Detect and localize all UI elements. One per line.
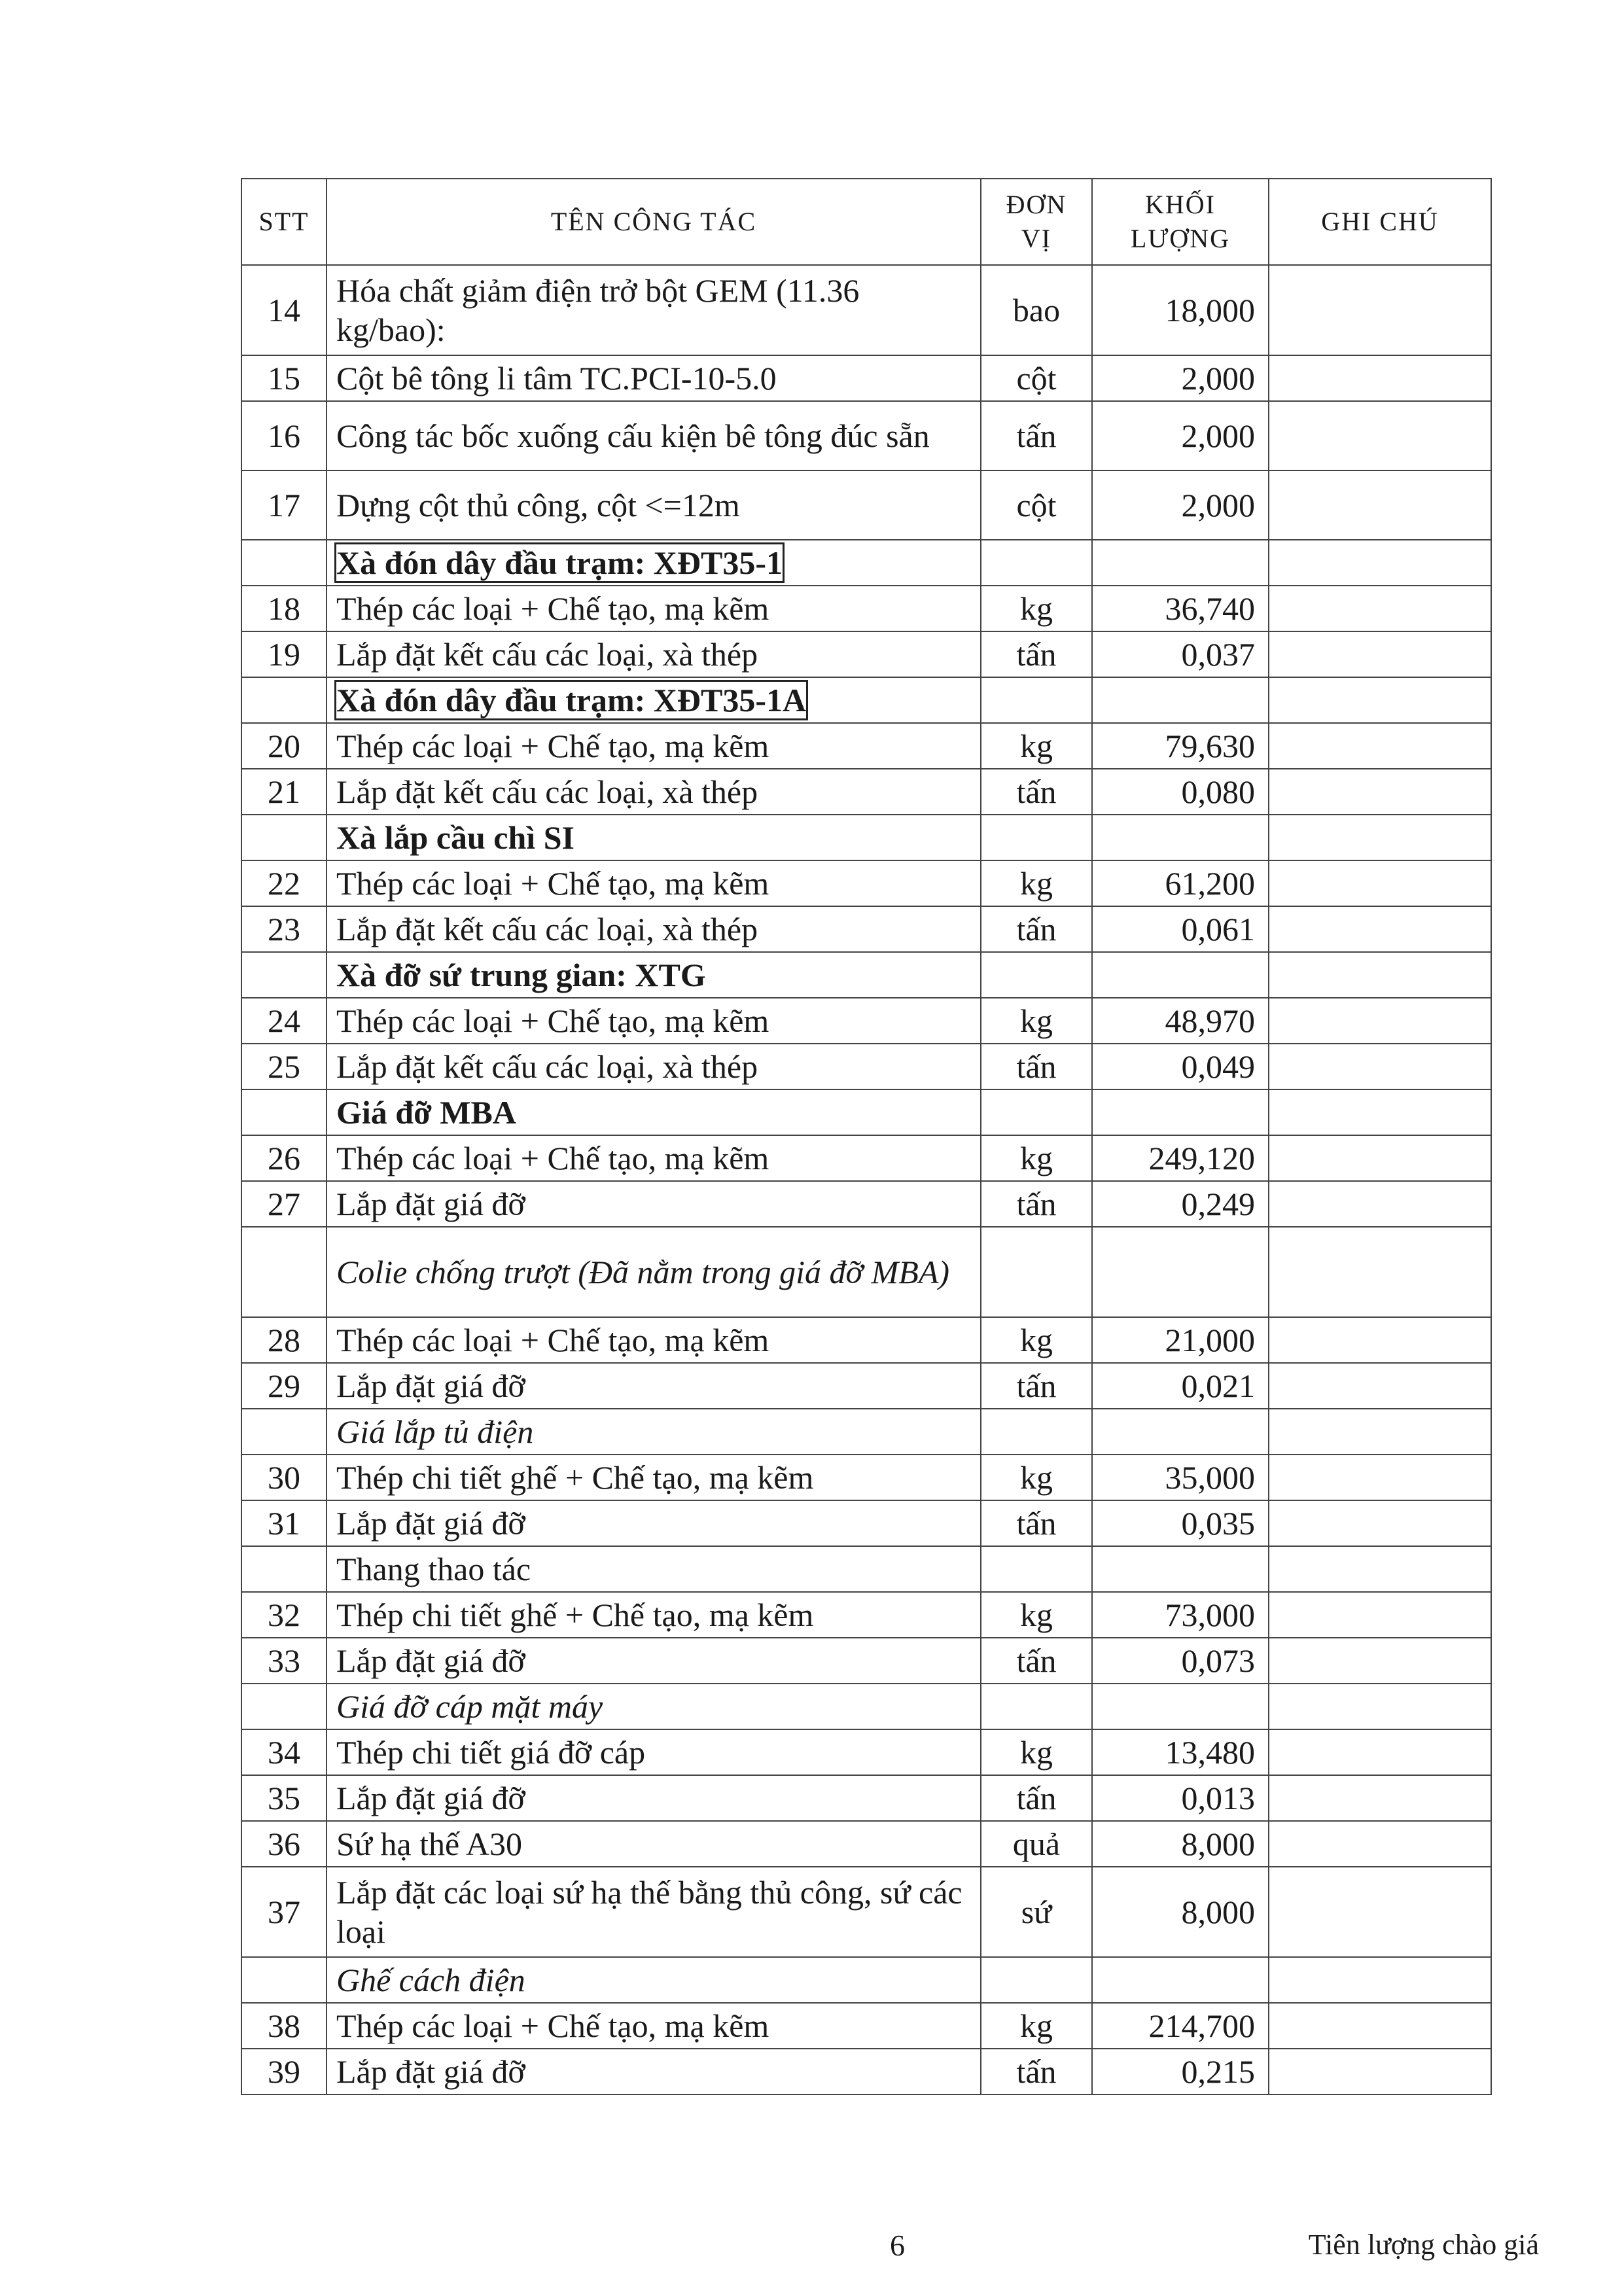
table-row <box>241 906 1491 952</box>
cell-note <box>1269 815 1491 860</box>
cell-unit: bao <box>981 265 1092 355</box>
table-row <box>241 952 1491 998</box>
table-row <box>241 1227 1491 1317</box>
footer-text: Tiên lượng chào giá <box>1308 2229 1539 2261</box>
cell-note <box>1269 677 1491 723</box>
cell-qty <box>1092 1089 1269 1135</box>
group-title: Xà đón dây đầu trạm: XĐT35-1 <box>336 544 783 581</box>
cell-name <box>327 677 981 723</box>
cell-name: Lắp đặt giá đỡ <box>327 1775 981 1821</box>
cell-qty: 0,215 <box>1092 2049 1269 2094</box>
cell-unit: tấn <box>981 631 1092 677</box>
cell-unit: tấn <box>981 401 1092 470</box>
cell-unit <box>981 1089 1092 1135</box>
cell-unit: kg <box>981 860 1092 906</box>
cell-name: Sứ hạ thế A30 <box>327 1821 981 1867</box>
cell-name: Ghế cách điện <box>327 1957 981 2003</box>
cell-note <box>1269 355 1491 401</box>
cell-name: Thép các loại + Chế tạo, mạ kẽm <box>327 586 981 631</box>
cell-qty <box>1092 1684 1269 1729</box>
cell-name: Thép chi tiết ghế + Chế tạo, mạ kẽm <box>327 1592 981 1638</box>
table-row <box>241 631 1491 677</box>
header-unit: ĐƠN VỊ <box>981 179 1092 265</box>
cell-stt: 25 <box>241 1044 327 1089</box>
cell-name: Giá đỡ MBA <box>327 1089 981 1135</box>
cell-qty: 8,000 <box>1092 1821 1269 1867</box>
cell-note <box>1269 1684 1491 1729</box>
cell-stt: 24 <box>241 998 327 1044</box>
cell-unit: kg <box>981 1729 1092 1775</box>
cell-name: Thép chi tiết ghế + Chế tạo, mạ kẽm <box>327 1455 981 1500</box>
cell-qty: 18,000 <box>1092 265 1269 355</box>
cell-qty: 35,000 <box>1092 1455 1269 1500</box>
cell-unit: sứ <box>981 1867 1092 1957</box>
cell-qty: 0,080 <box>1092 769 1269 815</box>
cell-stt <box>241 1227 327 1317</box>
cell-note <box>1269 2003 1491 2049</box>
cell-stt: 39 <box>241 2049 327 2094</box>
table-row <box>241 1089 1491 1135</box>
cell-note <box>1269 631 1491 677</box>
cell-note <box>1269 586 1491 631</box>
cell-note <box>1269 1546 1491 1592</box>
cell-qty: 73,000 <box>1092 1592 1269 1638</box>
cell-stt: 14 <box>241 265 327 355</box>
table-row <box>241 1821 1491 1867</box>
cell-name: Lắp đặt kết cấu các loại, xà thép <box>327 1044 981 1089</box>
cell-unit: cột <box>981 470 1092 540</box>
cell-stt <box>241 540 327 586</box>
cell-unit <box>981 1684 1092 1729</box>
cell-stt <box>241 1409 327 1455</box>
table-row <box>241 677 1491 723</box>
cell-note <box>1269 2049 1491 2094</box>
group-title: Xà đón dây đầu trạm: XĐT35-1A <box>336 682 807 718</box>
cell-unit: tấn <box>981 2049 1092 2094</box>
cell-unit <box>981 1957 1092 2003</box>
cell-qty <box>1092 540 1269 586</box>
cell-stt: 31 <box>241 1500 327 1546</box>
cell-name: Lắp đặt kết cấu các loại, xà thép <box>327 631 981 677</box>
cell-qty <box>1092 677 1269 723</box>
cell-note <box>1269 1775 1491 1821</box>
header-qty: KHỐI LƯỢNG <box>1092 179 1269 265</box>
cell-name: Công tác bốc xuống cấu kiện bê tông đúc sẵn <box>327 401 981 470</box>
cell-note <box>1269 1957 1491 2003</box>
table-row <box>241 470 1491 540</box>
cell-unit: kg <box>981 586 1092 631</box>
cell-note <box>1269 998 1491 1044</box>
cell-name: Thép các loại + Chế tạo, mạ kẽm <box>327 998 981 1044</box>
cell-stt <box>241 1684 327 1729</box>
table-row <box>241 2049 1491 2094</box>
cell-name: Thép các loại + Chế tạo, mạ kẽm <box>327 1317 981 1363</box>
cell-name: Lắp đặt các loại sứ hạ thế bằng thủ công, sứ các loại <box>327 1867 981 1957</box>
cell-stt: 22 <box>241 860 327 906</box>
table-row <box>241 1867 1491 1957</box>
cell-note <box>1269 1181 1491 1227</box>
table-row <box>241 860 1491 906</box>
cell-note <box>1269 860 1491 906</box>
cell-qty: 214,700 <box>1092 2003 1269 2049</box>
cell-unit <box>981 1227 1092 1317</box>
cell-stt: 34 <box>241 1729 327 1775</box>
cell-unit <box>981 677 1092 723</box>
cell-unit: tấn <box>981 1500 1092 1546</box>
cell-stt <box>241 677 327 723</box>
cell-name: Thép các loại + Chế tạo, mạ kẽm <box>327 1135 981 1181</box>
table-row <box>241 355 1491 401</box>
table-row <box>241 2003 1491 2049</box>
cell-qty: 8,000 <box>1092 1867 1269 1957</box>
table-header-row <box>241 179 1491 265</box>
table-row <box>241 769 1491 815</box>
header-name: TÊN CÔNG TÁC <box>327 179 981 265</box>
cell-stt: 17 <box>241 470 327 540</box>
cell-stt: 20 <box>241 723 327 769</box>
cell-stt: 16 <box>241 401 327 470</box>
cell-stt: 30 <box>241 1455 327 1500</box>
cell-note <box>1269 1227 1491 1317</box>
table-row <box>241 723 1491 769</box>
cell-unit: kg <box>981 998 1092 1044</box>
cell-qty: 13,480 <box>1092 1729 1269 1775</box>
page-number: 6 <box>890 2229 905 2262</box>
table-row <box>241 1181 1491 1227</box>
cell-qty: 249,120 <box>1092 1135 1269 1181</box>
table-row <box>241 1957 1491 2003</box>
cell-name: Thép chi tiết giá đỡ cáp <box>327 1729 981 1775</box>
cell-qty: 2,000 <box>1092 401 1269 470</box>
cell-stt <box>241 1089 327 1135</box>
cell-unit: kg <box>981 1592 1092 1638</box>
cell-qty: 48,970 <box>1092 998 1269 1044</box>
cell-name: Thép các loại + Chế tạo, mạ kẽm <box>327 2003 981 2049</box>
cell-stt: 18 <box>241 586 327 631</box>
cell-note <box>1269 906 1491 952</box>
cell-unit: kg <box>981 1455 1092 1500</box>
table-row <box>241 1044 1491 1089</box>
cell-unit: tấn <box>981 1044 1092 1089</box>
cell-stt: 26 <box>241 1135 327 1181</box>
cell-name: Lắp đặt giá đỡ <box>327 1181 981 1227</box>
cell-name: Thang thao tác <box>327 1546 981 1592</box>
cell-qty <box>1092 815 1269 860</box>
cell-unit: quả <box>981 1821 1092 1867</box>
cell-qty: 0,049 <box>1092 1044 1269 1089</box>
cell-name: Xà lắp cầu chì SI <box>327 815 981 860</box>
cell-unit <box>981 1409 1092 1455</box>
cell-stt: 28 <box>241 1317 327 1363</box>
table-row <box>241 265 1491 355</box>
cell-name: Lắp đặt giá đỡ <box>327 1638 981 1684</box>
cell-qty: 0,021 <box>1092 1363 1269 1409</box>
table-row <box>241 540 1491 586</box>
table-row <box>241 1638 1491 1684</box>
cell-note <box>1269 1500 1491 1546</box>
cell-note <box>1269 1638 1491 1684</box>
cell-name: Giá đỡ cáp mặt máy <box>327 1684 981 1729</box>
table-row <box>241 1729 1491 1775</box>
cell-note <box>1269 1089 1491 1135</box>
cell-name: Colie chống trượt (Đã nằm trong giá đỡ MBA) <box>327 1227 981 1317</box>
table-row <box>241 1135 1491 1181</box>
cell-qty <box>1092 1957 1269 2003</box>
cell-name: Giá lắp tủ điện <box>327 1409 981 1455</box>
cell-stt: 21 <box>241 769 327 815</box>
cell-stt: 36 <box>241 1821 327 1867</box>
cell-qty: 2,000 <box>1092 355 1269 401</box>
cell-name: Lắp đặt giá đỡ <box>327 1363 981 1409</box>
cell-qty: 79,630 <box>1092 723 1269 769</box>
cell-stt: 38 <box>241 2003 327 2049</box>
cell-note <box>1269 723 1491 769</box>
cell-note <box>1269 1821 1491 1867</box>
cell-name: Cột bê tông li tâm TC.PCI-10-5.0 <box>327 355 981 401</box>
table-row <box>241 1500 1491 1546</box>
cell-unit: tấn <box>981 906 1092 952</box>
table-row <box>241 1775 1491 1821</box>
cell-unit: kg <box>981 2003 1092 2049</box>
cell-stt: 37 <box>241 1867 327 1957</box>
cell-name <box>327 540 981 586</box>
cell-note <box>1269 1044 1491 1089</box>
cell-qty: 0,073 <box>1092 1638 1269 1684</box>
cell-unit: tấn <box>981 1638 1092 1684</box>
cell-name: Lắp đặt giá đỡ <box>327 2049 981 2094</box>
work-quantity-table <box>241 178 1492 2095</box>
table-row <box>241 1363 1491 1409</box>
cell-qty: 2,000 <box>1092 470 1269 540</box>
cell-note <box>1269 265 1491 355</box>
cell-name: Hóa chất giảm điện trở bột GEM (11.36 kg/bao): <box>327 265 981 355</box>
cell-qty: 0,035 <box>1092 1500 1269 1546</box>
cell-note <box>1269 540 1491 586</box>
cell-stt: 27 <box>241 1181 327 1227</box>
cell-qty <box>1092 952 1269 998</box>
cell-qty <box>1092 1227 1269 1317</box>
cell-qty: 0,037 <box>1092 631 1269 677</box>
cell-unit: cột <box>981 355 1092 401</box>
table-row <box>241 1317 1491 1363</box>
table-row <box>241 1455 1491 1500</box>
table-row <box>241 1592 1491 1638</box>
header-stt: STT <box>241 179 327 265</box>
cell-unit <box>981 1546 1092 1592</box>
cell-stt: 15 <box>241 355 327 401</box>
cell-stt <box>241 1957 327 2003</box>
cell-qty: 0,249 <box>1092 1181 1269 1227</box>
cell-note <box>1269 952 1491 998</box>
cell-unit: tấn <box>981 1363 1092 1409</box>
cell-note <box>1269 1135 1491 1181</box>
cell-name: Lắp đặt giá đỡ <box>327 1500 981 1546</box>
cell-stt <box>241 1546 327 1592</box>
cell-stt: 29 <box>241 1363 327 1409</box>
cell-note <box>1269 769 1491 815</box>
cell-qty: 21,000 <box>1092 1317 1269 1363</box>
cell-name: Lắp đặt kết cấu các loại, xà thép <box>327 906 981 952</box>
cell-stt: 35 <box>241 1775 327 1821</box>
cell-stt <box>241 952 327 998</box>
table-row <box>241 1546 1491 1592</box>
cell-unit: kg <box>981 1135 1092 1181</box>
cell-name: Thép các loại + Chế tạo, mạ kẽm <box>327 723 981 769</box>
cell-note <box>1269 1592 1491 1638</box>
cell-stt <box>241 815 327 860</box>
cell-stt: 19 <box>241 631 327 677</box>
cell-stt: 23 <box>241 906 327 952</box>
cell-unit <box>981 540 1092 586</box>
cell-qty: 0,061 <box>1092 906 1269 952</box>
cell-unit <box>981 952 1092 998</box>
table-row <box>241 1409 1491 1455</box>
cell-qty: 0,013 <box>1092 1775 1269 1821</box>
table-row <box>241 998 1491 1044</box>
cell-unit: tấn <box>981 769 1092 815</box>
cell-note <box>1269 401 1491 470</box>
cell-note <box>1269 470 1491 540</box>
cell-note <box>1269 1729 1491 1775</box>
cell-name: Dựng cột thủ công, cột <=12m <box>327 470 981 540</box>
table-row <box>241 1684 1491 1729</box>
cell-note <box>1269 1867 1491 1957</box>
cell-qty <box>1092 1409 1269 1455</box>
cell-qty: 61,200 <box>1092 860 1269 906</box>
cell-unit: tấn <box>981 1181 1092 1227</box>
cell-note <box>1269 1363 1491 1409</box>
cell-unit: tấn <box>981 1775 1092 1821</box>
cell-qty: 36,740 <box>1092 586 1269 631</box>
cell-note <box>1269 1317 1491 1363</box>
table-row <box>241 815 1491 860</box>
table-row <box>241 401 1491 470</box>
cell-name: Xà đỡ sứ trung gian: XTG <box>327 952 981 998</box>
cell-note <box>1269 1455 1491 1500</box>
cell-stt: 32 <box>241 1592 327 1638</box>
table-row <box>241 586 1491 631</box>
header-note: GHI CHÚ <box>1269 179 1491 265</box>
cell-qty <box>1092 1546 1269 1592</box>
cell-name: Thép các loại + Chế tạo, mạ kẽm <box>327 860 981 906</box>
cell-note <box>1269 1409 1491 1455</box>
cell-unit <box>981 815 1092 860</box>
table-body <box>241 265 1491 2094</box>
cell-name: Lắp đặt kết cấu các loại, xà thép <box>327 769 981 815</box>
cell-unit: kg <box>981 1317 1092 1363</box>
cell-stt: 33 <box>241 1638 327 1684</box>
cell-unit: kg <box>981 723 1092 769</box>
